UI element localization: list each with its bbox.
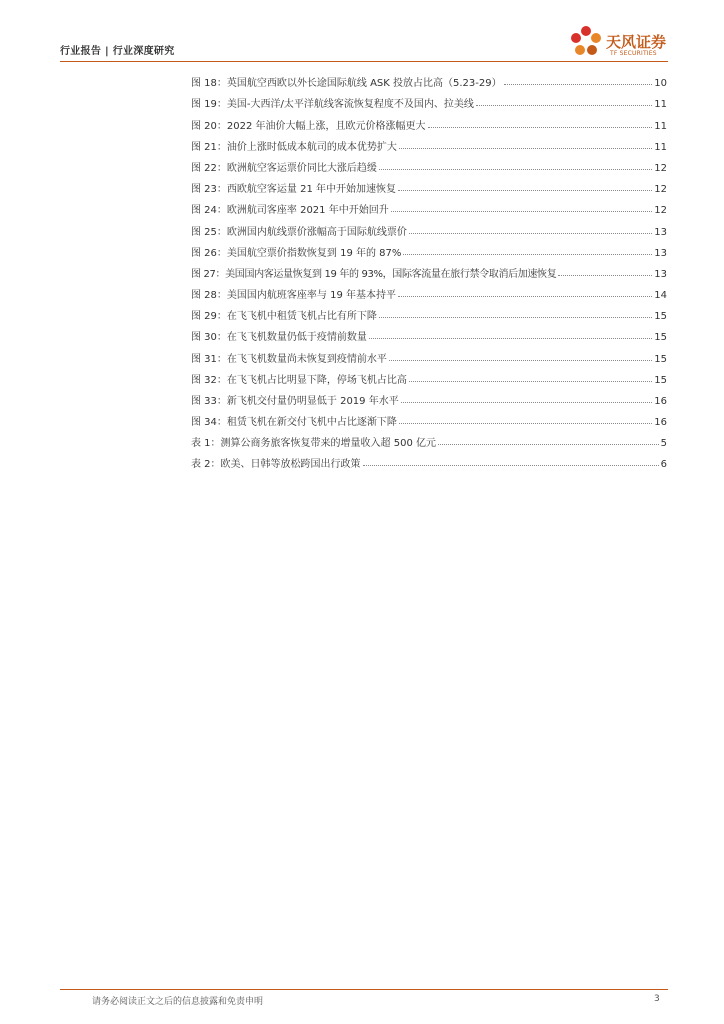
logo-chinese-text: 天风证券 [606, 33, 667, 51]
toc-entry[interactable] [191, 449, 667, 470]
toc-entry-page: 16 [654, 417, 667, 429]
toc-entry-label: 图 28：美国国内航班客座率与 19 年基本持平 [191, 290, 396, 302]
toc-entry[interactable] [191, 407, 667, 428]
toc-entry[interactable] [191, 322, 667, 343]
toc-entry[interactable] [191, 428, 667, 449]
dot-leader [389, 360, 652, 361]
toc-entry-label: 图 23：西欧航空客运量 21 年中开始加速恢复 [191, 184, 396, 196]
dot-leader [438, 444, 659, 445]
toc-entry-label: 图 25：欧洲国内航线票价涨幅高于国际航线票价 [191, 226, 407, 238]
toc-entry-label: 图 33：新飞机交付量仍明显低于 2019 年水平 [191, 396, 399, 407]
toc-entry[interactable] [191, 259, 667, 280]
dot-leader [379, 169, 652, 170]
toc-entry-page: 12 [654, 162, 667, 174]
toc-entry-label: 图 19：美国-大西洋/太平洋航线客流恢复程度不及国内、拉美线 [191, 99, 474, 111]
toc-entry[interactable] [191, 174, 667, 195]
toc-entry-page: 10 [654, 78, 667, 90]
footer-disclaimer: 请务必阅读正文之后的信息披露和免责申明 [92, 997, 264, 1007]
toc-entry-label: 图 24：欧洲航司客座率 2021 年中开始回升 [191, 205, 389, 217]
toc-entry-page: 13 [654, 247, 667, 259]
toc-entry-label: 图 18：英国航空西欧以外长途国际航线 ASK 投放占比高（5.23-29） [191, 78, 502, 90]
flower-logo-icon [568, 24, 604, 60]
dot-leader [399, 148, 652, 149]
dot-leader [401, 402, 653, 403]
toc-entry[interactable] [191, 365, 667, 386]
toc-entry-page: 5 [660, 438, 667, 450]
dot-leader [504, 84, 653, 85]
toc-entry-page: 12 [654, 184, 667, 196]
toc-entry-page: 12 [654, 205, 667, 217]
toc-entry-label: 表 1：测算公商务旅客恢复带来的增量收入超 500 亿元 [191, 438, 436, 450]
toc-entry[interactable] [191, 238, 667, 259]
toc-entry-label: 图 29：在飞飞机中租赁飞机占比有所下降 [191, 311, 377, 323]
footer-divider [60, 989, 668, 990]
dot-leader [476, 105, 652, 106]
toc-entry-page: 15 [654, 353, 667, 365]
logo-english-text: TF SECURITIES [610, 50, 657, 57]
toc-entry-page: 15 [654, 374, 667, 386]
header-divider [60, 61, 668, 62]
toc-entry-label: 图 21：油价上涨时低成本航司的成本优势扩大 [191, 141, 397, 153]
toc-entry[interactable] [191, 68, 667, 89]
dot-leader [409, 233, 652, 234]
toc-entry[interactable] [191, 301, 667, 322]
dot-leader [428, 127, 653, 128]
toc-entry[interactable] [191, 110, 667, 131]
toc-entry[interactable] [191, 386, 667, 407]
page-number: 3 [654, 994, 660, 1004]
dot-leader [398, 296, 652, 297]
figure-index-list [191, 68, 667, 428]
toc-entry-label: 图 27：美国国内客运量恢复到 19 年的 93%，国际客流量在旅行禁令取消后加速恢复 [191, 268, 557, 280]
toc-entry-page: 13 [654, 268, 667, 280]
toc-entry-page: 15 [654, 311, 667, 323]
toc-entry-label: 表 2：欧美、日韩等放松跨国出行政策 [191, 459, 361, 471]
dot-leader [369, 338, 652, 339]
toc-entry-page: 11 [654, 99, 667, 111]
toc-entry-label: 图 34：租赁飞机在新交付飞机中占比逐渐下降 [191, 417, 397, 429]
toc-entry-page: 13 [654, 226, 667, 238]
table-index-list [191, 428, 667, 470]
toc-entry[interactable] [191, 89, 667, 110]
company-logo [568, 22, 678, 62]
toc-entry[interactable] [191, 195, 667, 216]
toc-entry[interactable] [191, 343, 667, 364]
dot-leader [558, 275, 652, 276]
dot-leader [391, 211, 653, 212]
toc-entry[interactable] [191, 216, 667, 237]
toc-entry-page: 15 [654, 332, 667, 344]
toc-entry-page: 11 [654, 141, 667, 153]
toc-entry-page: 11 [654, 120, 667, 132]
dot-leader [403, 254, 652, 255]
dot-leader [409, 381, 652, 382]
toc-entry-page: 16 [654, 396, 667, 407]
toc-entry-label: 图 31：在飞飞机数量尚未恢复到疫情前水平 [191, 353, 387, 365]
toc-entry-label: 图 22：欧洲航空客运票价同比大涨后趋缓 [191, 162, 377, 174]
dot-leader [399, 423, 652, 424]
toc-entry-page: 6 [660, 459, 667, 471]
dot-leader [363, 465, 659, 466]
toc-entry[interactable] [191, 132, 667, 153]
toc-entry-label: 图 30：在飞飞机数量仍低于疫情前数量 [191, 332, 367, 344]
toc-entry[interactable] [191, 153, 667, 174]
toc-entry-label: 图 32：在飞飞机占比明显下降，停场飞机占比高 [191, 374, 407, 386]
toc-entry-label: 图 20：2022 年油价大幅上涨，且欧元价格涨幅更大 [191, 120, 426, 132]
dot-leader [379, 317, 652, 318]
dot-leader [398, 190, 652, 191]
toc-entry-page: 14 [654, 290, 667, 302]
toc-entry-label: 图 26：美国航空票价指数恢复到 19 年的 87% [191, 247, 402, 259]
report-section-label: 行业报告 | 行业深度研究 [60, 46, 175, 57]
toc-entry[interactable] [191, 280, 667, 301]
